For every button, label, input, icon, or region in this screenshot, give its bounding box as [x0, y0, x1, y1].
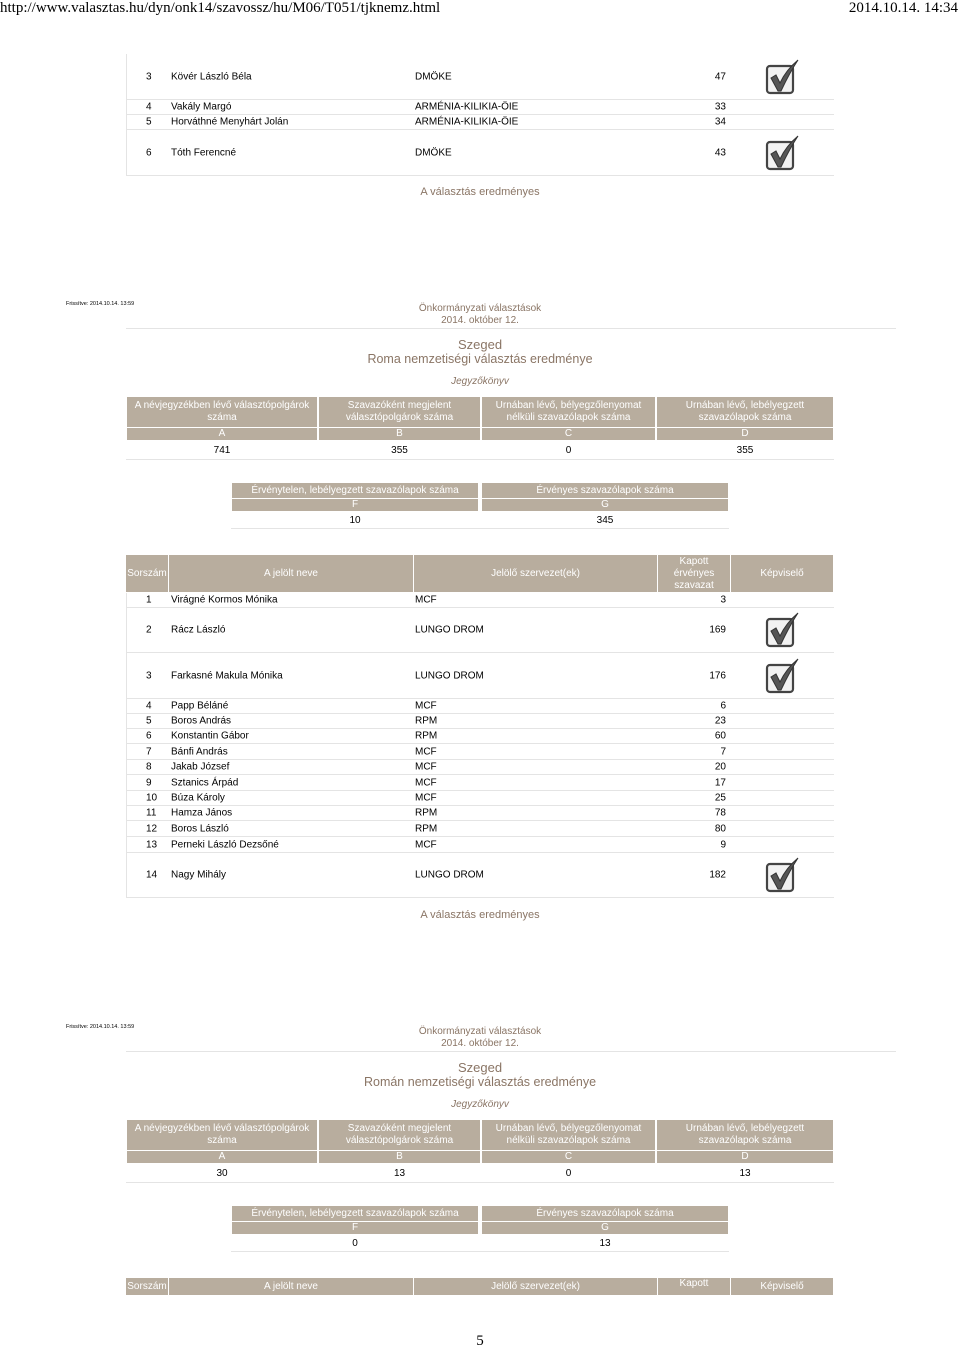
candidate-org: MCF [415, 594, 437, 606]
candidate-votes: 7 [720, 746, 726, 758]
candidate-org: RPM [415, 730, 438, 742]
section-title: Román nemzetiségi választás eredménye [363, 1075, 597, 1089]
section-title: Roma nemzetiségi választás eredménye [367, 352, 593, 366]
stat-letter: G [482, 1222, 728, 1234]
stat-letter: C [482, 428, 655, 440]
candidate-votes: 182 [709, 869, 726, 881]
candidate-number: 6 [146, 147, 152, 158]
header-candidate-name: A jelölt neve [169, 1278, 413, 1295]
candidate-name: Rácz László [171, 624, 226, 636]
city-name: Szeged [457, 337, 503, 352]
candidate-name: Tóth Ferencné [171, 147, 237, 158]
stat-letter: A [127, 428, 317, 440]
candidate-org: MCF [415, 746, 437, 758]
checkmark-icon [764, 657, 800, 695]
header-votes: Kapott [658, 1278, 730, 1295]
candidate-votes: 20 [714, 761, 726, 773]
stat-header: Szavazóként megjelent választópolgárok száma [319, 1120, 480, 1150]
candidate-votes: 3 [720, 594, 726, 606]
candidate-org: LUNGO DROM [415, 670, 484, 681]
table-row [126, 714, 834, 729]
candidate-number: 5 [146, 715, 152, 727]
candidate-votes: 23 [714, 715, 726, 727]
candidate-number: 14 [146, 869, 158, 881]
checkmark-icon [764, 856, 800, 894]
stat-letter: A [127, 1151, 317, 1163]
stat-letter: F [232, 1222, 478, 1234]
stat-letter: B [319, 428, 480, 440]
candidate-votes: 80 [714, 823, 726, 834]
stat-value: 355 [391, 445, 408, 456]
candidate-votes: 176 [709, 670, 726, 681]
header-votes: Kapott érvényes szavazat [658, 555, 730, 592]
table-row [126, 853, 834, 898]
stat-value: 13 [599, 1238, 611, 1249]
table-row [126, 608, 834, 653]
candidate-org: RPM [415, 715, 438, 727]
stat-header: A névjegyzékben lévő választópolgárok száma [127, 397, 317, 427]
checkmark-icon [764, 58, 800, 96]
candidate-votes: 17 [714, 777, 726, 789]
candidate-number: 7 [146, 746, 152, 758]
stat-letter: D [657, 1151, 833, 1163]
candidate-name: Nagy Mihály [171, 869, 227, 881]
row-border [126, 459, 834, 460]
stat-letter: C [482, 1151, 655, 1163]
updated-timestamp: Frissítve: 2014.10.14. 13:59 [66, 301, 135, 307]
stat-letter: B [319, 1151, 480, 1163]
checkmark-icon [764, 611, 800, 649]
candidate-name: Kövér László Béla [171, 71, 252, 82]
table-row [126, 54, 834, 100]
candidate-name: Boros László [171, 823, 229, 834]
candidate-org: DMÖKE [415, 71, 452, 82]
candidate-org: LUNGO DROM [415, 869, 484, 881]
candidate-votes: 33 [714, 101, 726, 113]
stat-value: 0 [352, 1238, 358, 1249]
candidate-number: 11 [146, 807, 157, 819]
candidate-number: 4 [146, 700, 152, 712]
candidate-name: Virágné Kormos Mónika [171, 594, 278, 606]
page-datetime: 2014.10.14. 14:34 [848, 0, 958, 16]
election-date: 2014. október 12. [441, 315, 519, 326]
result-text: A választás eredményes [420, 909, 540, 921]
candidate-votes: 6 [720, 700, 726, 712]
candidate-org: RPM [415, 807, 438, 819]
protocol-label: Jegyzőkönyv [451, 376, 509, 387]
stat-value: 10 [349, 515, 361, 526]
stat-letter: F [232, 499, 478, 511]
candidate-name: Vakály Margó [171, 101, 232, 113]
table-row [126, 100, 834, 115]
candidate-number: 3 [146, 71, 152, 82]
candidate-name: Papp Béláné [171, 700, 229, 712]
stat-header: Urnában lévő, lebélyegzett szavazólapok száma [657, 1120, 833, 1150]
section-divider [126, 328, 896, 329]
candidate-number: 3 [146, 670, 152, 681]
header-candidate-name: A jelölt neve [169, 555, 413, 592]
page-url: http://www.valasztas.hu/dyn/onk14/szavossz/hu/M06/T051/tjknemz.html [0, 0, 441, 16]
candidate-org: MCF [415, 761, 437, 773]
candidate-org: ARMÉNIA-KILIKIA-ÖIE [415, 116, 519, 128]
candidate-name: Boros András [171, 715, 232, 727]
candidate-org: ARMÉNIA-KILIKIA-ÖIE [415, 101, 519, 113]
election-date: 2014. október 12. [441, 1038, 519, 1049]
row-border [126, 1182, 834, 1183]
stat-header: Urnában lévő, lebélyegzett szavazólapok száma [657, 397, 833, 427]
page-number: 5 [476, 1333, 484, 1349]
row-border [231, 528, 729, 529]
stat-value: 0 [565, 445, 572, 456]
candidate-name: Perneki László Dezsőné [171, 839, 279, 850]
candidate-name: Konstantin Gábor [171, 730, 249, 742]
table-row [126, 699, 834, 714]
header-representative: Képviselő [731, 1278, 833, 1295]
table-row [126, 745, 834, 760]
stat-value: 30 [216, 1168, 228, 1179]
stat-header: Érvényes szavazólapok száma [482, 1206, 728, 1221]
header-representative: Képviselő [731, 555, 833, 592]
candidate-name: Horváthné Menyhárt Jolán [171, 116, 289, 128]
header-sorszam: Sorszám [126, 555, 168, 592]
stat-header: Urnában lévő, bélyegzőlenyomat nélküli szavazólapok száma [482, 397, 655, 427]
table-row [126, 791, 834, 806]
stat-value: 0 [565, 1168, 572, 1179]
protocol-label: Jegyzőkönyv [451, 1099, 509, 1110]
stat-header: Érvénytelen, lebélyegzett szavazólapok száma [232, 483, 478, 498]
stat-header: Urnában lévő, bélyegzőlenyomat nélküli szavazólapok száma [482, 1120, 655, 1150]
stat-value: 13 [739, 1168, 751, 1179]
candidate-number: 13 [146, 839, 158, 850]
candidate-number: 10 [146, 792, 158, 804]
stat-header: Érvényes szavazólapok száma [482, 483, 728, 498]
stat-value: 741 [213, 445, 231, 456]
stat-value: 355 [736, 445, 754, 456]
section-divider [126, 1051, 896, 1052]
table-row [126, 593, 834, 608]
header-sorszam: Sorszám [126, 1278, 168, 1295]
stat-header: Érvénytelen, lebélyegzett szavazólapok száma [232, 1206, 478, 1221]
candidate-votes: 169 [709, 624, 726, 636]
candidate-name: Búza Károly [171, 792, 225, 804]
candidate-votes: 43 [714, 147, 726, 158]
candidate-number: 1 [146, 594, 152, 606]
candidate-votes: 47 [714, 71, 726, 82]
updated-timestamp: Frissítve: 2014.10.14. 13:59 [66, 1024, 135, 1030]
table-row [126, 776, 834, 791]
stat-letter: D [657, 428, 833, 440]
election-name: Önkormányzati választások [418, 303, 542, 314]
candidate-votes: 78 [714, 807, 726, 819]
election-name: Önkormányzati választások [418, 1026, 542, 1037]
result-text: A választás eredményes [420, 186, 540, 198]
stat-header: Szavazóként megjelent választópolgárok száma [319, 397, 480, 427]
candidate-org: RPM [415, 823, 438, 834]
candidate-votes: 9 [720, 839, 726, 850]
table-row [126, 821, 834, 837]
stat-value: 13 [393, 1168, 406, 1179]
candidate-org: MCF [415, 700, 437, 712]
city-name: Szeged [457, 1060, 503, 1075]
candidate-org: MCF [415, 777, 437, 789]
table-row [126, 760, 834, 775]
candidate-name: Hamza János [171, 807, 233, 819]
candidate-number: 4 [146, 101, 152, 113]
candidate-votes: 25 [714, 792, 726, 804]
table-row [126, 130, 834, 176]
table-row [126, 115, 834, 130]
candidate-name: Farkasné Makula Mónika [171, 670, 283, 681]
header-nominating-org: Jelölő szervezet(ek) [414, 555, 657, 592]
candidate-number: 8 [146, 761, 152, 773]
candidate-votes: 34 [714, 116, 726, 128]
candidate-name: Sztanics Árpád [171, 777, 239, 789]
candidate-org: MCF [415, 792, 437, 804]
candidate-number: 6 [146, 730, 152, 742]
table-row [126, 653, 834, 699]
table-left-border [126, 54, 127, 176]
stat-header: A névjegyzékben lévő választópolgárok száma [127, 1120, 317, 1150]
candidate-number: 12 [146, 823, 158, 834]
stat-value: 345 [596, 515, 614, 526]
candidate-number: 9 [146, 777, 152, 789]
table-row [126, 837, 834, 853]
candidate-org: DMÖKE [415, 147, 452, 158]
candidate-number: 5 [146, 116, 152, 128]
table-left-border [126, 593, 127, 898]
candidate-org: LUNGO DROM [415, 624, 484, 636]
table-row [126, 806, 834, 821]
row-border [231, 1251, 729, 1252]
candidate-name: Jakab József [171, 761, 230, 773]
candidate-number: 2 [146, 624, 152, 636]
table-row [126, 729, 834, 744]
checkmark-icon [764, 134, 800, 172]
stat-letter: G [482, 499, 728, 511]
candidate-name: Bánfi András [171, 746, 228, 758]
candidate-org: MCF [415, 839, 437, 850]
header-nominating-org: Jelölő szervezet(ek) [414, 1278, 657, 1295]
candidate-votes: 60 [714, 730, 726, 742]
